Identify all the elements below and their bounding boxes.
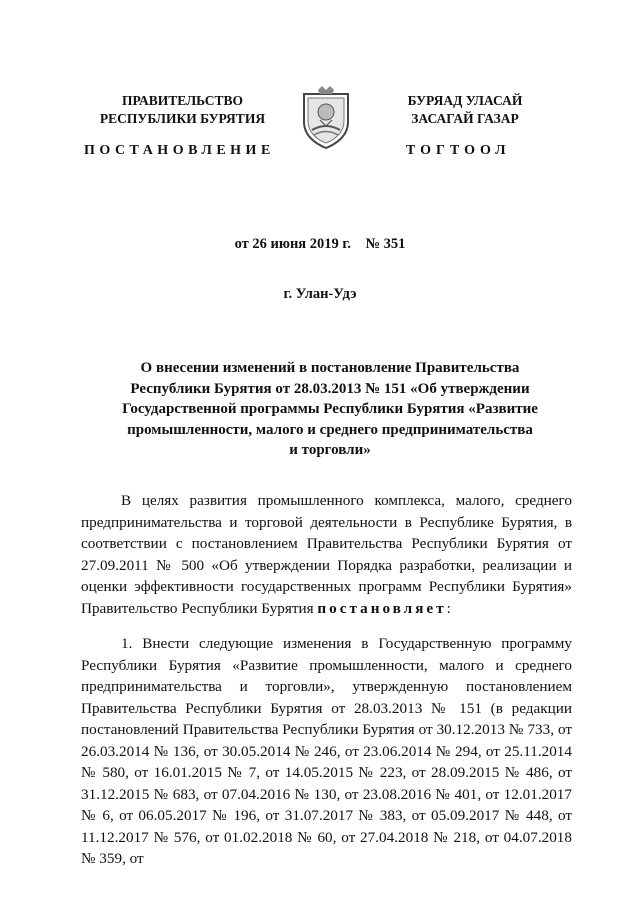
resolves-word: постановляет <box>317 599 447 617</box>
header-left-line1: ПРАВИТЕЛЬСТВО <box>121 93 243 108</box>
item-1-paragraph: 1. Внести следующие изменения в Государственную программу Республики Бурятия «Развитие промышленности, малого и среднего предпринимательства и торговли», утвержденную постановлением Правительства Республики Бурятия от 28.03.2013 № 151 (в редакции постановлений Правительства Республики Бурятия от 30.12.2013 № 733, от 26.03.2014 № 136, от 30.05.2014 № 246, от 23.06.2014 № 294, от 25.11.2014 № 580, от 16.01.2015 № 7, от 14.05.2015 № 223, от 28.09.2015 № 486, от 31.12.2015 № 683, от 07.04.2016 № 130, от 23.08.2016 № 401, от 12.01.2017 № 6, от 06.05.2017 № 196, от 31.07.2017 № 383, от 05.09.2017 № 448, от 11.12.2017 № 576, от 01.02.2018 № 60, от 27.04.2018 № 218, от 04.07.2018 № 359, от <box>81 635 572 867</box>
doc-type-bua: ТОГТООЛ <box>406 143 511 158</box>
preamble-paragraph <box>81 490 572 619</box>
header-right-line2: ЗАСАГАЙ ГАЗАР <box>411 111 519 126</box>
header-left-block <box>80 92 285 128</box>
title-line: Государственной программы Республики Бурятия «Развитие <box>122 401 538 417</box>
preamble-text: В целях развития промышленного комплекса, малого, среднего предпринимательства и торговой деятельности в Республике Бурятия, в соответствии с постановлением Правительства Республики Бурятия от 27.09.2011 № 500 «Об утверждении Порядка разработки, реализации и оценки эффективности государственных программ Республики Бурятия» Правительство Республики Бурятия <box>81 492 572 617</box>
header-left-line2: РЕСПУБЛИКИ БУРЯТИЯ <box>99 111 266 126</box>
preamble-end: : <box>446 599 451 617</box>
header-right-block <box>365 92 565 128</box>
title-line: промышленности, малого и среднего предпринимательства <box>127 421 533 438</box>
date-and-number: от 26 июня 2019 г. № 351 <box>234 236 406 252</box>
title-line: О внесении изменений в постановление Правительства <box>140 360 520 376</box>
buryatia-coat-of-arms-icon <box>298 84 354 150</box>
title-line: Республики Бурятия от 28.03.2013 № 151 «Об утверждении <box>130 380 530 397</box>
document-title <box>80 358 580 461</box>
doc-type-ru: ПОСТАНОВЛЕНИЕ <box>84 143 275 158</box>
header-right-line1: БУРЯАД УЛАСАЙ <box>407 93 523 108</box>
title-line: и торговли» <box>289 442 371 458</box>
city: г. Улан-Удэ <box>283 286 357 302</box>
